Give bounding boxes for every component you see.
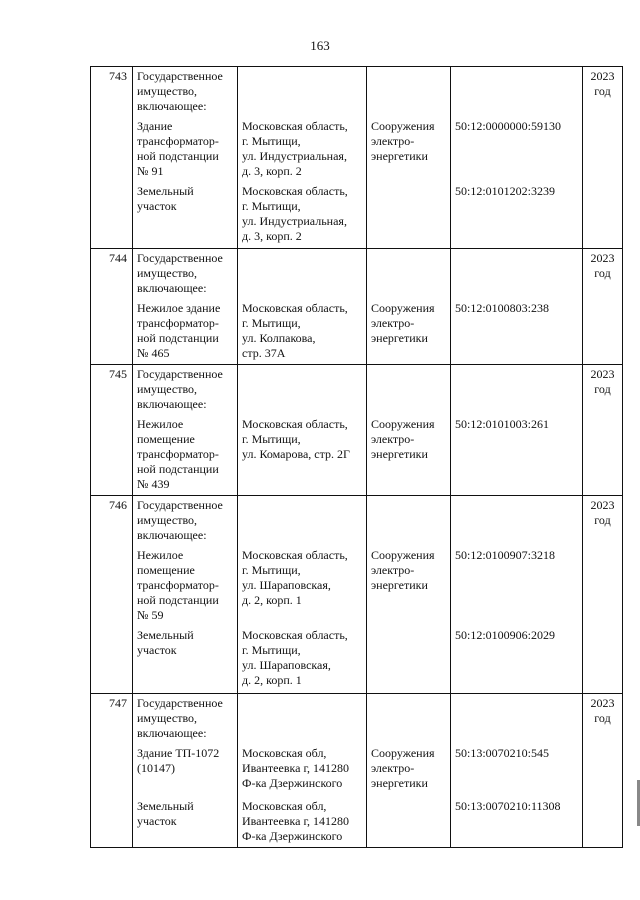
item-address: Московская обл, Ивантеевка г, 141280 Ф-ка Дзержинского xyxy=(238,744,367,797)
item-cadastral-number: 50:12:0100906:2029 xyxy=(451,626,583,694)
item-address: Московская область, г. Мытищи, ул. Шараповская, д. 2, корп. 1 xyxy=(238,626,367,694)
item-address: Московская область, г. Мытищи, ул. Индустриальная, д. 3, корп. 2 xyxy=(238,117,367,182)
entry-year: 2023 год xyxy=(583,67,623,249)
empty-cell xyxy=(367,364,451,415)
empty-cell xyxy=(238,495,367,546)
item-name: Нежилое здание трансформатор- ной подстанции № 465 xyxy=(133,299,238,365)
entry-number: 745 xyxy=(91,364,133,495)
empty-cell xyxy=(238,364,367,415)
entry-header-text: Государственное имущество, включающее: xyxy=(133,67,238,118)
item-cadastral-number: 50:13:0070210:545 xyxy=(451,744,583,797)
entry-number: 746 xyxy=(91,495,133,694)
table-row xyxy=(91,415,623,496)
empty-cell xyxy=(451,248,583,299)
empty-cell xyxy=(451,364,583,415)
item-type xyxy=(367,626,451,694)
empty-cell xyxy=(238,694,367,745)
entry-header-row xyxy=(91,694,623,745)
empty-cell xyxy=(367,495,451,546)
item-type: Сооружения электро- энергетики xyxy=(367,415,451,496)
page-number: 163 xyxy=(310,38,330,53)
entry-header-text: Государственное имущество, включающее: xyxy=(133,694,238,745)
item-cadastral-number: 50:12:0000000:59130 xyxy=(451,117,583,182)
entry-header-text: Государственное имущество, включающее: xyxy=(133,364,238,415)
item-cadastral-number: 50:12:0101003:261 xyxy=(451,415,583,496)
item-address: Московская область, г. Мытищи, ул. Колпакова, стр. 37А xyxy=(238,299,367,365)
item-address: Московская область, г. Мытищи, ул. Комарова, стр. 2Г xyxy=(238,415,367,496)
item-name: Земельный участок xyxy=(133,797,238,848)
entry-number: 747 xyxy=(91,694,133,848)
item-name: Нежилое помещение трансформатор- ной подстанции № 439 xyxy=(133,415,238,496)
table-row xyxy=(91,797,623,848)
entry-year: 2023 год xyxy=(583,495,623,694)
item-cadastral-number: 50:12:0100907:3218 xyxy=(451,546,583,626)
empty-cell xyxy=(451,495,583,546)
entry-header-row xyxy=(91,67,623,118)
table-row xyxy=(91,117,623,182)
empty-cell xyxy=(238,248,367,299)
property-table xyxy=(90,66,623,848)
item-cadastral-number: 50:12:0101202:3239 xyxy=(451,182,583,248)
entry-number: 743 xyxy=(91,67,133,249)
empty-cell xyxy=(367,67,451,118)
item-cadastral-number: 50:12:0100803:238 xyxy=(451,299,583,365)
entry-year: 2023 год xyxy=(583,694,623,848)
table-row xyxy=(91,299,623,365)
table-row xyxy=(91,182,623,248)
entry-header-row xyxy=(91,364,623,415)
item-cadastral-number: 50:13:0070210:11308 xyxy=(451,797,583,848)
item-type: Сооружения электро- энергетики xyxy=(367,117,451,182)
table-row xyxy=(91,626,623,694)
entry-header-text: Государственное имущество, включающее: xyxy=(133,248,238,299)
table-row xyxy=(91,546,623,626)
item-type xyxy=(367,797,451,848)
entry-year: 2023 год xyxy=(583,248,623,364)
item-type: Сооружения электро- энергетики xyxy=(367,546,451,626)
item-name: Нежилое помещение трансформатор- ной подстанции № 59 xyxy=(133,546,238,626)
entry-year: 2023 год xyxy=(583,364,623,495)
empty-cell xyxy=(451,67,583,118)
entry-header-text: Государственное имущество, включающее: xyxy=(133,495,238,546)
empty-cell xyxy=(367,248,451,299)
item-type: Сооружения электро- энергетики xyxy=(367,744,451,797)
item-address: Московская обл, Ивантеевка г, 141280 Ф-ка Дзержинского xyxy=(238,797,367,848)
empty-cell xyxy=(451,694,583,745)
empty-cell xyxy=(238,67,367,118)
entry-number: 744 xyxy=(91,248,133,364)
item-address: Московская область, г. Мытищи, ул. Шараповская, д. 2, корп. 1 xyxy=(238,546,367,626)
item-name: Здание ТП-1072 (10147) xyxy=(133,744,238,797)
item-name: Земельный участок xyxy=(133,182,238,248)
item-type: Сооружения электро- энергетики xyxy=(367,299,451,365)
item-type xyxy=(367,182,451,248)
entry-header-row xyxy=(91,248,623,299)
item-name: Здание трансформатор- ной подстанции № 91 xyxy=(133,117,238,182)
entry-header-row xyxy=(91,495,623,546)
empty-cell xyxy=(367,694,451,745)
table-row xyxy=(91,744,623,797)
item-address: Московская область, г. Мытищи, ул. Индустриальная, д. 3, корп. 2 xyxy=(238,182,367,248)
item-name: Земельный участок xyxy=(133,626,238,694)
